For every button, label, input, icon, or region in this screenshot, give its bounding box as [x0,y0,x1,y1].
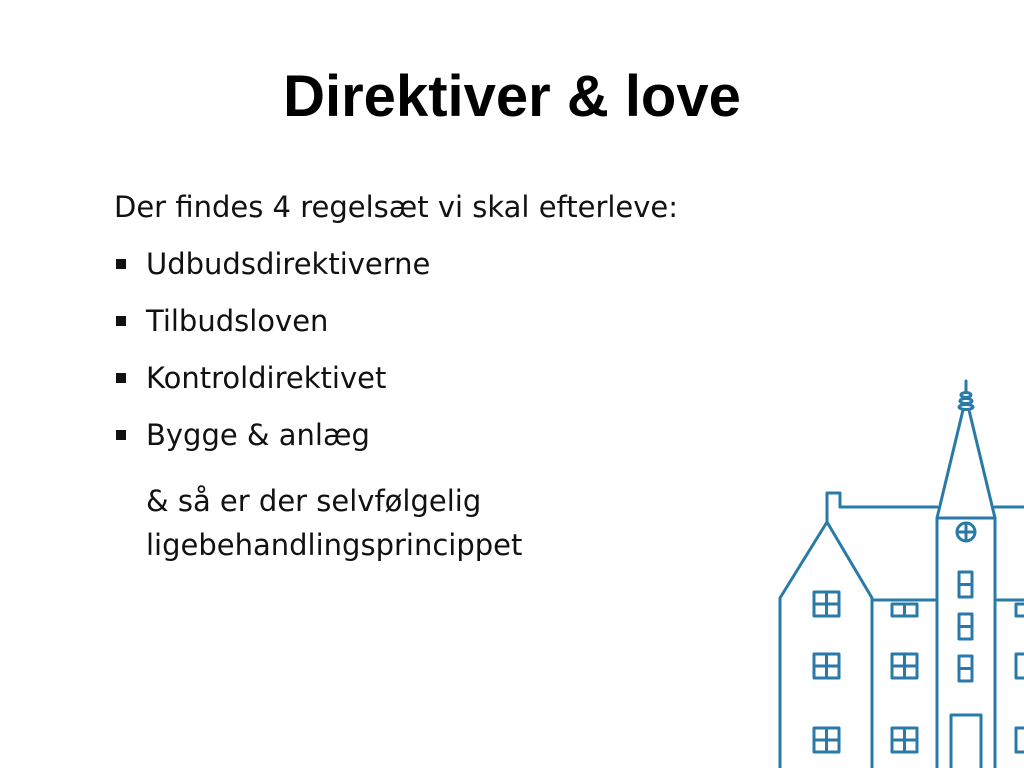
middle-section [827,493,937,752]
bullet-list [114,243,774,456]
right-section [995,507,1024,752]
tower [937,410,995,768]
closing-note [114,479,774,567]
spire-finial [959,381,973,410]
square-bullet-icon [116,259,126,269]
castle-building-illustration [770,375,1024,768]
bullet-label: Udbudsdirektiverne [146,247,431,281]
bullet-label: Tilbudsloven [146,304,329,338]
slide-title: Direktiver & love [283,64,741,129]
gabled-wing [780,522,872,768]
slide-body [114,186,774,567]
intro-text: Der findes 4 regelsæt vi skal efterleve: [114,190,679,224]
list-item [114,300,774,342]
square-bullet-icon [116,316,126,326]
bullet-label: Bygge & anlæg [146,418,370,452]
closing-line: & så er der selvfølgelig [146,484,482,518]
list-item [114,357,774,399]
square-bullet-icon [116,373,126,383]
square-bullet-icon [116,430,126,440]
list-item [114,243,774,285]
closing-line: ligebehandlingsprincippet [146,528,523,562]
list-item [114,414,774,456]
bullet-label: Kontroldirektivet [146,361,387,395]
